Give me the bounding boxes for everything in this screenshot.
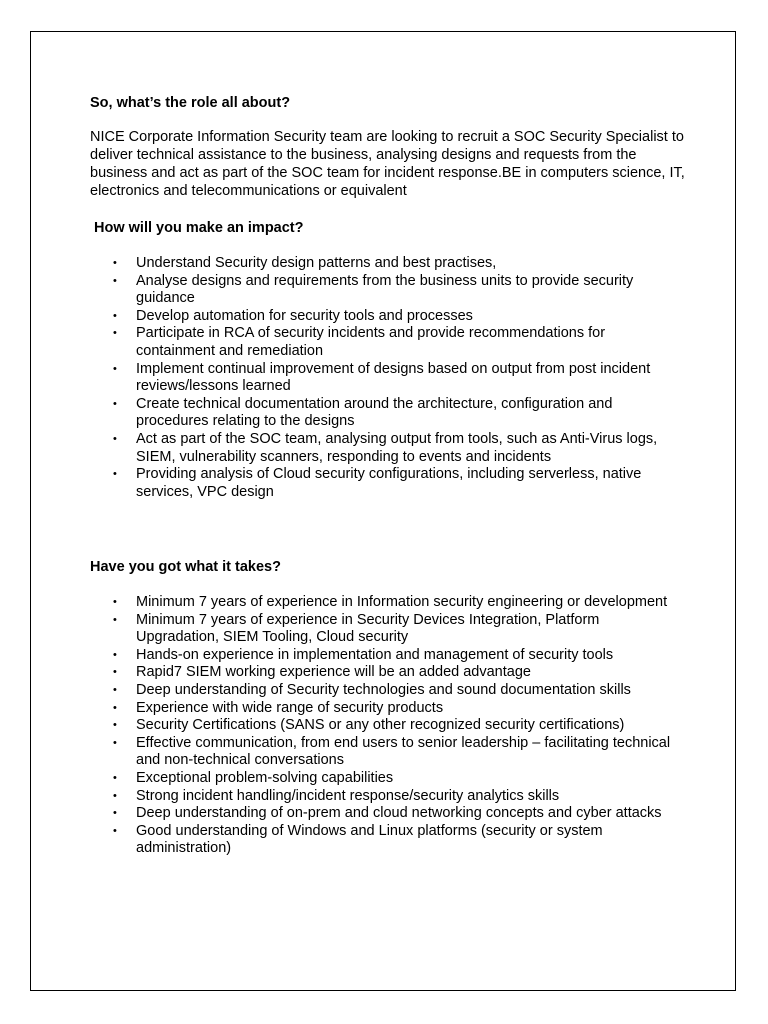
list-item <box>113 664 683 682</box>
list-item <box>113 717 683 735</box>
list-item-text: Good understanding of Windows and Linux platforms (security or system administration) <box>136 822 603 857</box>
list-item <box>113 325 683 360</box>
role-paragraph: NICE Corporate Information Security team are looking to recruit a SOC Security Specialist to deliver technical assistance to the business, analysing designs and requests from the business and act as part of the SOC team for incident response.BE in computers science, IT, electronics and telecommunications or equivalent <box>90 129 685 199</box>
list-item <box>113 273 683 308</box>
list-item-text: Security Certifications (SANS or any other recognized security certifications) <box>136 717 625 734</box>
list-item <box>113 431 683 466</box>
bullet-icon: • <box>113 824 117 837</box>
list-item <box>113 770 683 788</box>
list-item-text: Strong incident handling/incident response/security analytics skills <box>136 787 560 804</box>
bullet-icon: • <box>113 648 117 661</box>
list-item <box>113 255 683 273</box>
list-item <box>113 466 683 501</box>
list-item-text: Analyse designs and requirements from the business units to provide security guidance <box>136 272 634 307</box>
bullet-icon: • <box>113 736 117 749</box>
list-item-text: Participate in RCA of security incidents and provide recommendations for containment and remediation <box>136 325 606 359</box>
bullet-icon: • <box>113 683 117 696</box>
list-item <box>113 594 683 612</box>
bullet-icon: • <box>113 613 117 626</box>
bullet-icon: • <box>113 771 117 784</box>
impact-list <box>113 255 683 501</box>
bullet-icon: • <box>113 309 117 322</box>
bullet-icon: • <box>113 397 117 410</box>
list-item-text: Act as part of the SOC team, analysing output from tools, such as Anti-Virus logs, SIEM, vulnerability scanners, responding to events and incidents <box>136 430 658 465</box>
requirements-heading: Have you got what it takes? <box>90 559 281 575</box>
bullet-icon: • <box>113 327 117 340</box>
list-item-text: Deep understanding of on-prem and cloud networking concepts and cyber attacks <box>136 805 662 822</box>
list-item <box>113 308 683 326</box>
list-item-text: Implement continual improvement of designs based on output from post incident reviews/lessons learned <box>136 360 651 395</box>
list-item <box>113 735 683 770</box>
bullet-icon: • <box>113 701 117 714</box>
list-item <box>113 788 683 806</box>
list-item <box>113 682 683 700</box>
bullet-icon: • <box>113 362 117 375</box>
bullet-icon: • <box>113 666 117 679</box>
list-item-text: Experience with wide range of security products <box>136 699 444 716</box>
role-heading: So, what’s the role all about? <box>90 95 291 111</box>
bullet-icon: • <box>113 596 117 608</box>
bullet-icon: • <box>113 274 117 287</box>
bullet-icon: • <box>113 789 117 802</box>
list-item-text: Minimum 7 years of experience in Security Devices Integration, Platform Upgradation, SIEM Tooling, Cloud security <box>136 611 600 646</box>
requirements-list <box>113 594 683 858</box>
list-item <box>113 700 683 718</box>
list-item <box>113 805 683 823</box>
list-item <box>113 361 683 396</box>
list-item <box>113 647 683 665</box>
list-item-text: Hands-on experience in implementation and management of security tools <box>136 646 614 663</box>
list-item-text: Understand Security design patterns and best practises, <box>136 255 497 271</box>
list-item-text: Effective communication, from end users to senior leadership – facilitating technical and non-technical conversations <box>136 734 671 769</box>
bullet-icon: • <box>113 432 117 445</box>
impact-heading: How will you make an impact? <box>94 220 304 236</box>
list-item-text: Create technical documentation around the architecture, configuration and procedures relating to the designs <box>136 395 613 430</box>
list-item-text: Deep understanding of Security technologies and sound documentation skills <box>136 681 631 698</box>
list-item-text: Minimum 7 years of experience in Information security engineering or development <box>136 594 668 610</box>
list-item-text: Develop automation for security tools and processes <box>136 307 473 324</box>
bullet-icon: • <box>113 257 117 269</box>
bullet-icon: • <box>113 719 117 732</box>
list-item <box>113 823 683 858</box>
list-item-text: Exceptional problem-solving capabilities <box>136 769 394 786</box>
list-item-text: Providing analysis of Cloud security configurations, including serverless, native services, VPC design <box>136 466 642 500</box>
bullet-icon: • <box>113 807 117 820</box>
list-item <box>113 612 683 647</box>
list-item <box>113 396 683 431</box>
bullet-icon: • <box>113 468 117 481</box>
list-item-text: Rapid7 SIEM working experience will be an added advantage <box>136 664 531 681</box>
